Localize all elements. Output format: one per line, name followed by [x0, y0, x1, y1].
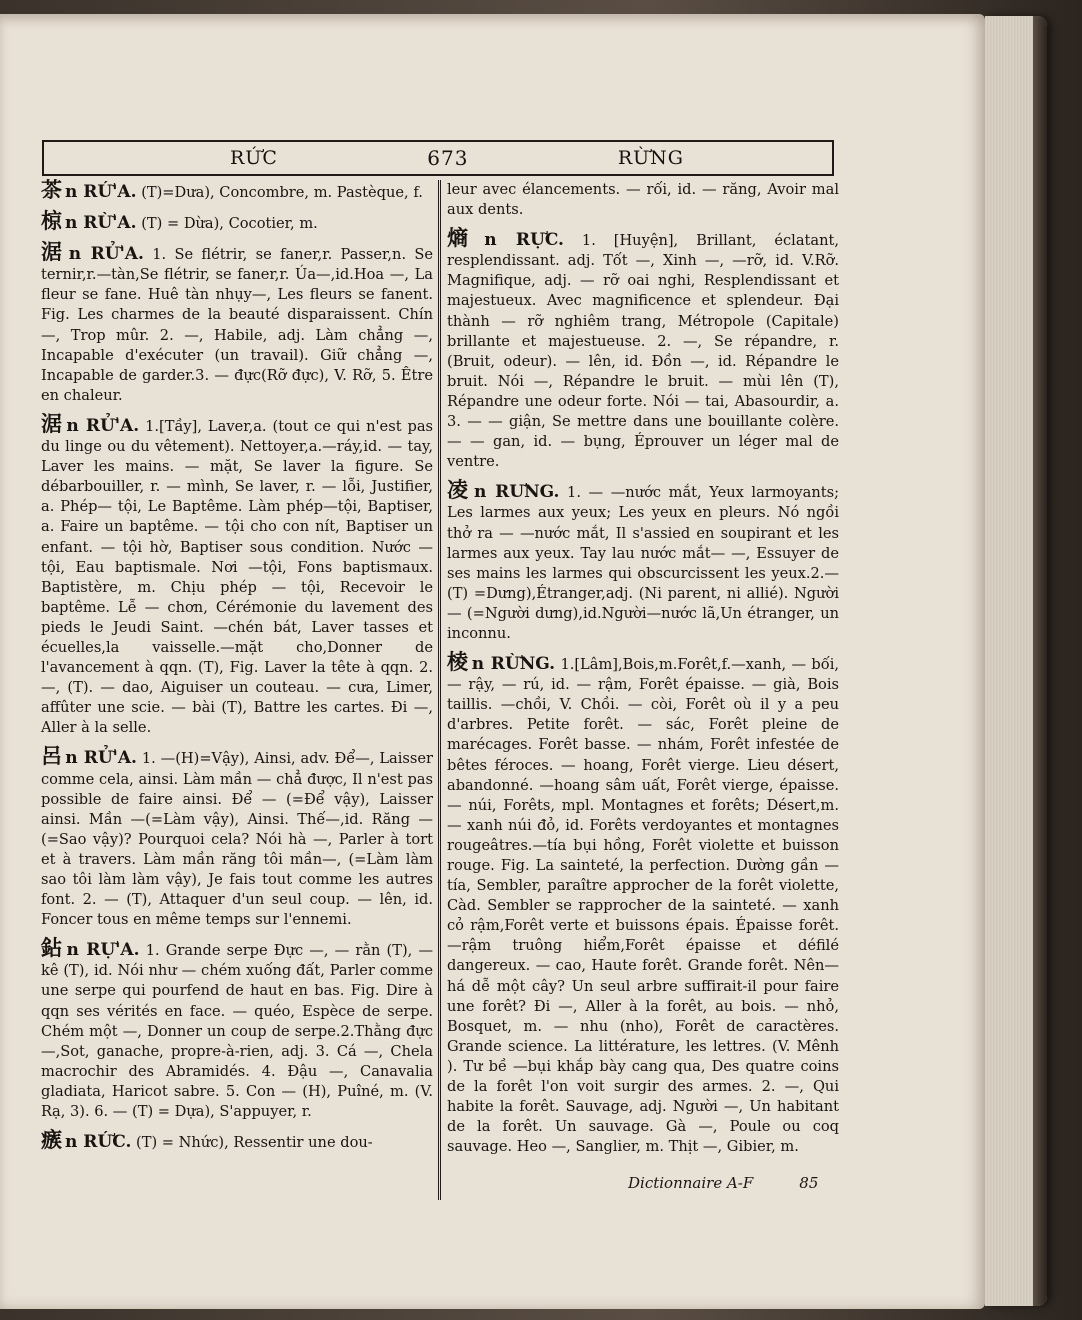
- definition-text: (T) = Dừa), Cocotier, m.: [141, 215, 318, 233]
- chinese-character: 熵: [447, 225, 482, 251]
- definition-text: 1. Se flétrir, se faner,r. Passer,n. Se ternir,r.—tàn,Se flétrir, se faner,r. Úa—,id.Hoa —, La fleur se fane. Huê tàn nhụy—, Les fleurs se fanent. Fig. Les charmes de la beauté disparaissent. Chín —, Trop mûr. 2. —, Habile, adj. Làm chẳng —, Incapable d'exécuter (un travail). Giữ chẳng —, Incapable de garder.3. — đực(Rỡ đực), V. Rỡ, 5. Être en chaleur.: [41, 246, 434, 404]
- headword: n RỰC.: [484, 230, 564, 251]
- definition-text: 1. [Huyện], Brillant, éclatant, resplendissant. adj. Tốt —, Xinh —, —rỡ, id. V.Rỡ. Magnifique, adj. — rỡ oai nghi, Resplendissant et majestueux. Avec magnificence et splendeur. Đại thành — rỡ nghiêm trang, Métropole (Capitale) brillante et majestueuse. 2. —, Se répandre, r. (Bruit, odeur). — lên, id. Đồn —, id. Répandre le bruit. Nói —, Répandre le bruit. — mùi lên (T), Répandre une odeur forte. Nói — tai, Abasourdir, a. 3. — — giận, Se mettre dans une bouillante colère. — — gan, id. — bụng, Éprouver un léger mal de ventre.: [447, 232, 839, 471]
- running-header: [42, 140, 834, 176]
- chinese-character: 茶: [41, 177, 62, 202]
- definition-text: 1. —(H)=Vậy), Ainsi, adv. Để—, Laisser comme cela, ainsi. Làm mần — chẳ được, Il n'est pas possible de faire ainsi. Để — (=Để vậy), Laisser ainsi. Mần —(=Làm vậy), Ainsi. Thế—,id. Răng —(=Sao vậy)? Pourquoi cela? Nói hà —, Parler à tort et à travers. Làm mần răng tôi mần—, (=Làm làm sao tôi làm làm vậy), Je fais tout comme les autres font. 2. — (T), Attaquer d'un seul coup. — lên, id. Foncer tous en même temps sur l'ennemi.: [41, 750, 434, 929]
- headword: n RỨ'A.: [65, 182, 137, 202]
- headword: n RỬ'A.: [65, 748, 137, 769]
- definition-text: (T)=Dưa), Concombre, m. Pastèque, f.: [141, 184, 423, 201]
- dictionary-entry: [447, 180, 839, 220]
- header-left-guide: RỨC: [230, 147, 278, 169]
- right-column: [447, 180, 839, 1165]
- headword: n RỰ'A.: [66, 940, 140, 961]
- page-edges: [985, 16, 1047, 1306]
- definition-text: 1. — —nước mắt, Yeux larmoyants; Les larmes aux yeux; Les yeux en pleurs. Nó ngồi thở ra — —nước mắt, Il s'assied en soupirant et les larmes aux yeux. Tay lau nước mắt— —, Essuyer de ses mains les larmes qui obscurcissent les yeux.2.—(T) =Dưng),Étranger,adj. (Ni parent, ni allié). Người — (=Người dưng),id.Người—nước lã,Un étranger, un inconnu.: [447, 484, 840, 642]
- dictionary-entry: [41, 177, 433, 203]
- headword: n RỪNG.: [471, 654, 556, 675]
- dictionary-entry: [41, 935, 434, 1122]
- footer-label: Dictionnaire A-F: [628, 1174, 754, 1192]
- left-column: [41, 177, 434, 1161]
- header-right-guide: RỪNG: [617, 147, 684, 169]
- dictionary-entry: [41, 410, 434, 739]
- dictionary-entry: [447, 477, 840, 644]
- headword: n RỨC.: [65, 1132, 132, 1153]
- chinese-character: 鉆: [41, 935, 64, 961]
- headword: n RƯNG.: [473, 482, 560, 503]
- footer-signature: [628, 1174, 818, 1192]
- definition-text: 1.[Tầy], Laver,a. (tout ce qui n'est pas du linge ou du vêtement). Nettoyer,a.—ráy,id. — tay, Laver les mains. — mặt, Se laver la figure. Se débarbouiller, r. — mình, Se laver, r. — lỗi, Justifier, a. Phép— tội, Le Baptême. Làm phép—tội, Baptiser, a. Faire un baptême. — tội cho con nít, Baptiser un enfant. — tội hờ, Baptiser sous condition. Nước — tội, Eau baptismale. Nơi —tội, Fons baptismaux. Baptistère, m. Chịu phép — tội, Recevoir le baptême. Lễ — chơn, Cérémonie du lavement des pieds le Jeudi Saint. —chén bát, Laver tasses et écuelles,la vaisselle.—mặt cho,Donner de l'avancement à qqn. (T), Fig. Laver la tête à qqn. 2. —, (T). — dao, Aiguiser un couteau. — cưa, Limer, affûter une scie. — bài (T), Battre les cartes. Đi —, Aller à la selle.: [41, 417, 434, 737]
- definition-text: 1. Grande serpe Đực —, — rằn (T), — kê (T), id. Nói như — chém xuống đất, Parler comme une serpe qui pourfend de haut en bas. Fig. Dire à qqn ses vérités en face. — quéo, Espèce de serpe. Chém một —, Donner un coup de serpe.2.Thằng đực—,Sot, ganache, propre-à-rien, adj. 3. Cá —, Chela macrochir des Abramidés. 4. Đậu —, Canavalia gladiata, Haricot sabre. 5. Con — (H), Puîné, m. (V. Rạ, 3). 6. — (T) = Dựa), S'appuyer, r.: [41, 942, 434, 1121]
- chinese-character: 棱: [447, 649, 469, 675]
- signature-number: 85: [799, 1174, 819, 1192]
- definition-text: leur avec élancements. — rối, id. — răng, Avoir mal aux dents.: [447, 181, 839, 219]
- dictionary-page: [0, 14, 985, 1309]
- headword: n RỪ'A.: [65, 213, 137, 234]
- chinese-character: 椋: [41, 208, 62, 234]
- chinese-character: 涺: [41, 410, 64, 436]
- definition-text: 1.[Lâm],Bois,m.Forêt,f.—xanh, — bối, — rậy, — rú, id. — rậm, Forêt épaisse. — già, Bois taillis. —chồi, V. Chồi. — còi, Forêt où il y a peu d'arbres. Petite forêt. — sác, Forêt pleine de marécages. Forêt basse. — nhám, Forêt infestée de bêtes féroces. — hoang, Forêt vierge. Lieu désert, abandonné. —hoang sâm uất, Forêt vierge, épaisse. — núi, Forêts, mpl. Montagnes et forêts; Désert,m. — xanh núi đỏ, id. Forêts verdoyantes et montagnes rougeâtres.—tía bụi hồng, Forêt violette et buisson rouge. Fig. La sainteté, la perfection. Dường gần — tía, Sembler, paraître approcher de la forêt violette, Càd. Sembler se rapprocher de la sainteté. — xanh cỏ rậm,Forêt verte et buissons épais. Épaisse forêt. —rậm truông hiểm,Forêt épaisse et défilé dangereux. — cao, Haute forêt. Grande forêt. Nên—há dễ một cây? Un seul arbre suffirait-il pour faire une forêt? Đi —, Aller à la forêt, au bois. — nhỏ, Bosquet, m. — nhu (nho), Forêt de caractères. Grande science. La littérature, les lettres. (V. Mênh ). Tư bề —bụi khắp bày cang qua, Des quatre coins de la forêt l'on voit surgir des armes. 2. —, Qui habite la forêt. Sauvage, adj. Người —, Un habitant de la forêt. Un sauvage. Gà —, Poule ou coq sauvage. Heo —, Sanglier, m. Thịt —, Gibier, m.: [447, 656, 840, 1156]
- dictionary-entry: [41, 208, 433, 234]
- chinese-character: 涺: [41, 239, 66, 265]
- dictionary-entry: [447, 225, 839, 472]
- dictionary-entry: [41, 743, 434, 930]
- headword: n RỬ'A.: [66, 415, 140, 436]
- chinese-character: 呂: [41, 743, 63, 769]
- dictionary-entry: [447, 649, 840, 1157]
- column-divider: [438, 180, 441, 1200]
- chinese-character: 凌: [447, 477, 471, 503]
- definition-text: (T) = Nhức), Ressentir une dou-: [136, 1134, 373, 1152]
- page-number: 673: [427, 146, 469, 170]
- dictionary-entry: [41, 239, 434, 406]
- headword: n RỬ'A.: [68, 244, 144, 265]
- dictionary-entry: [41, 1127, 433, 1153]
- chinese-character: 瘯: [41, 1127, 62, 1153]
